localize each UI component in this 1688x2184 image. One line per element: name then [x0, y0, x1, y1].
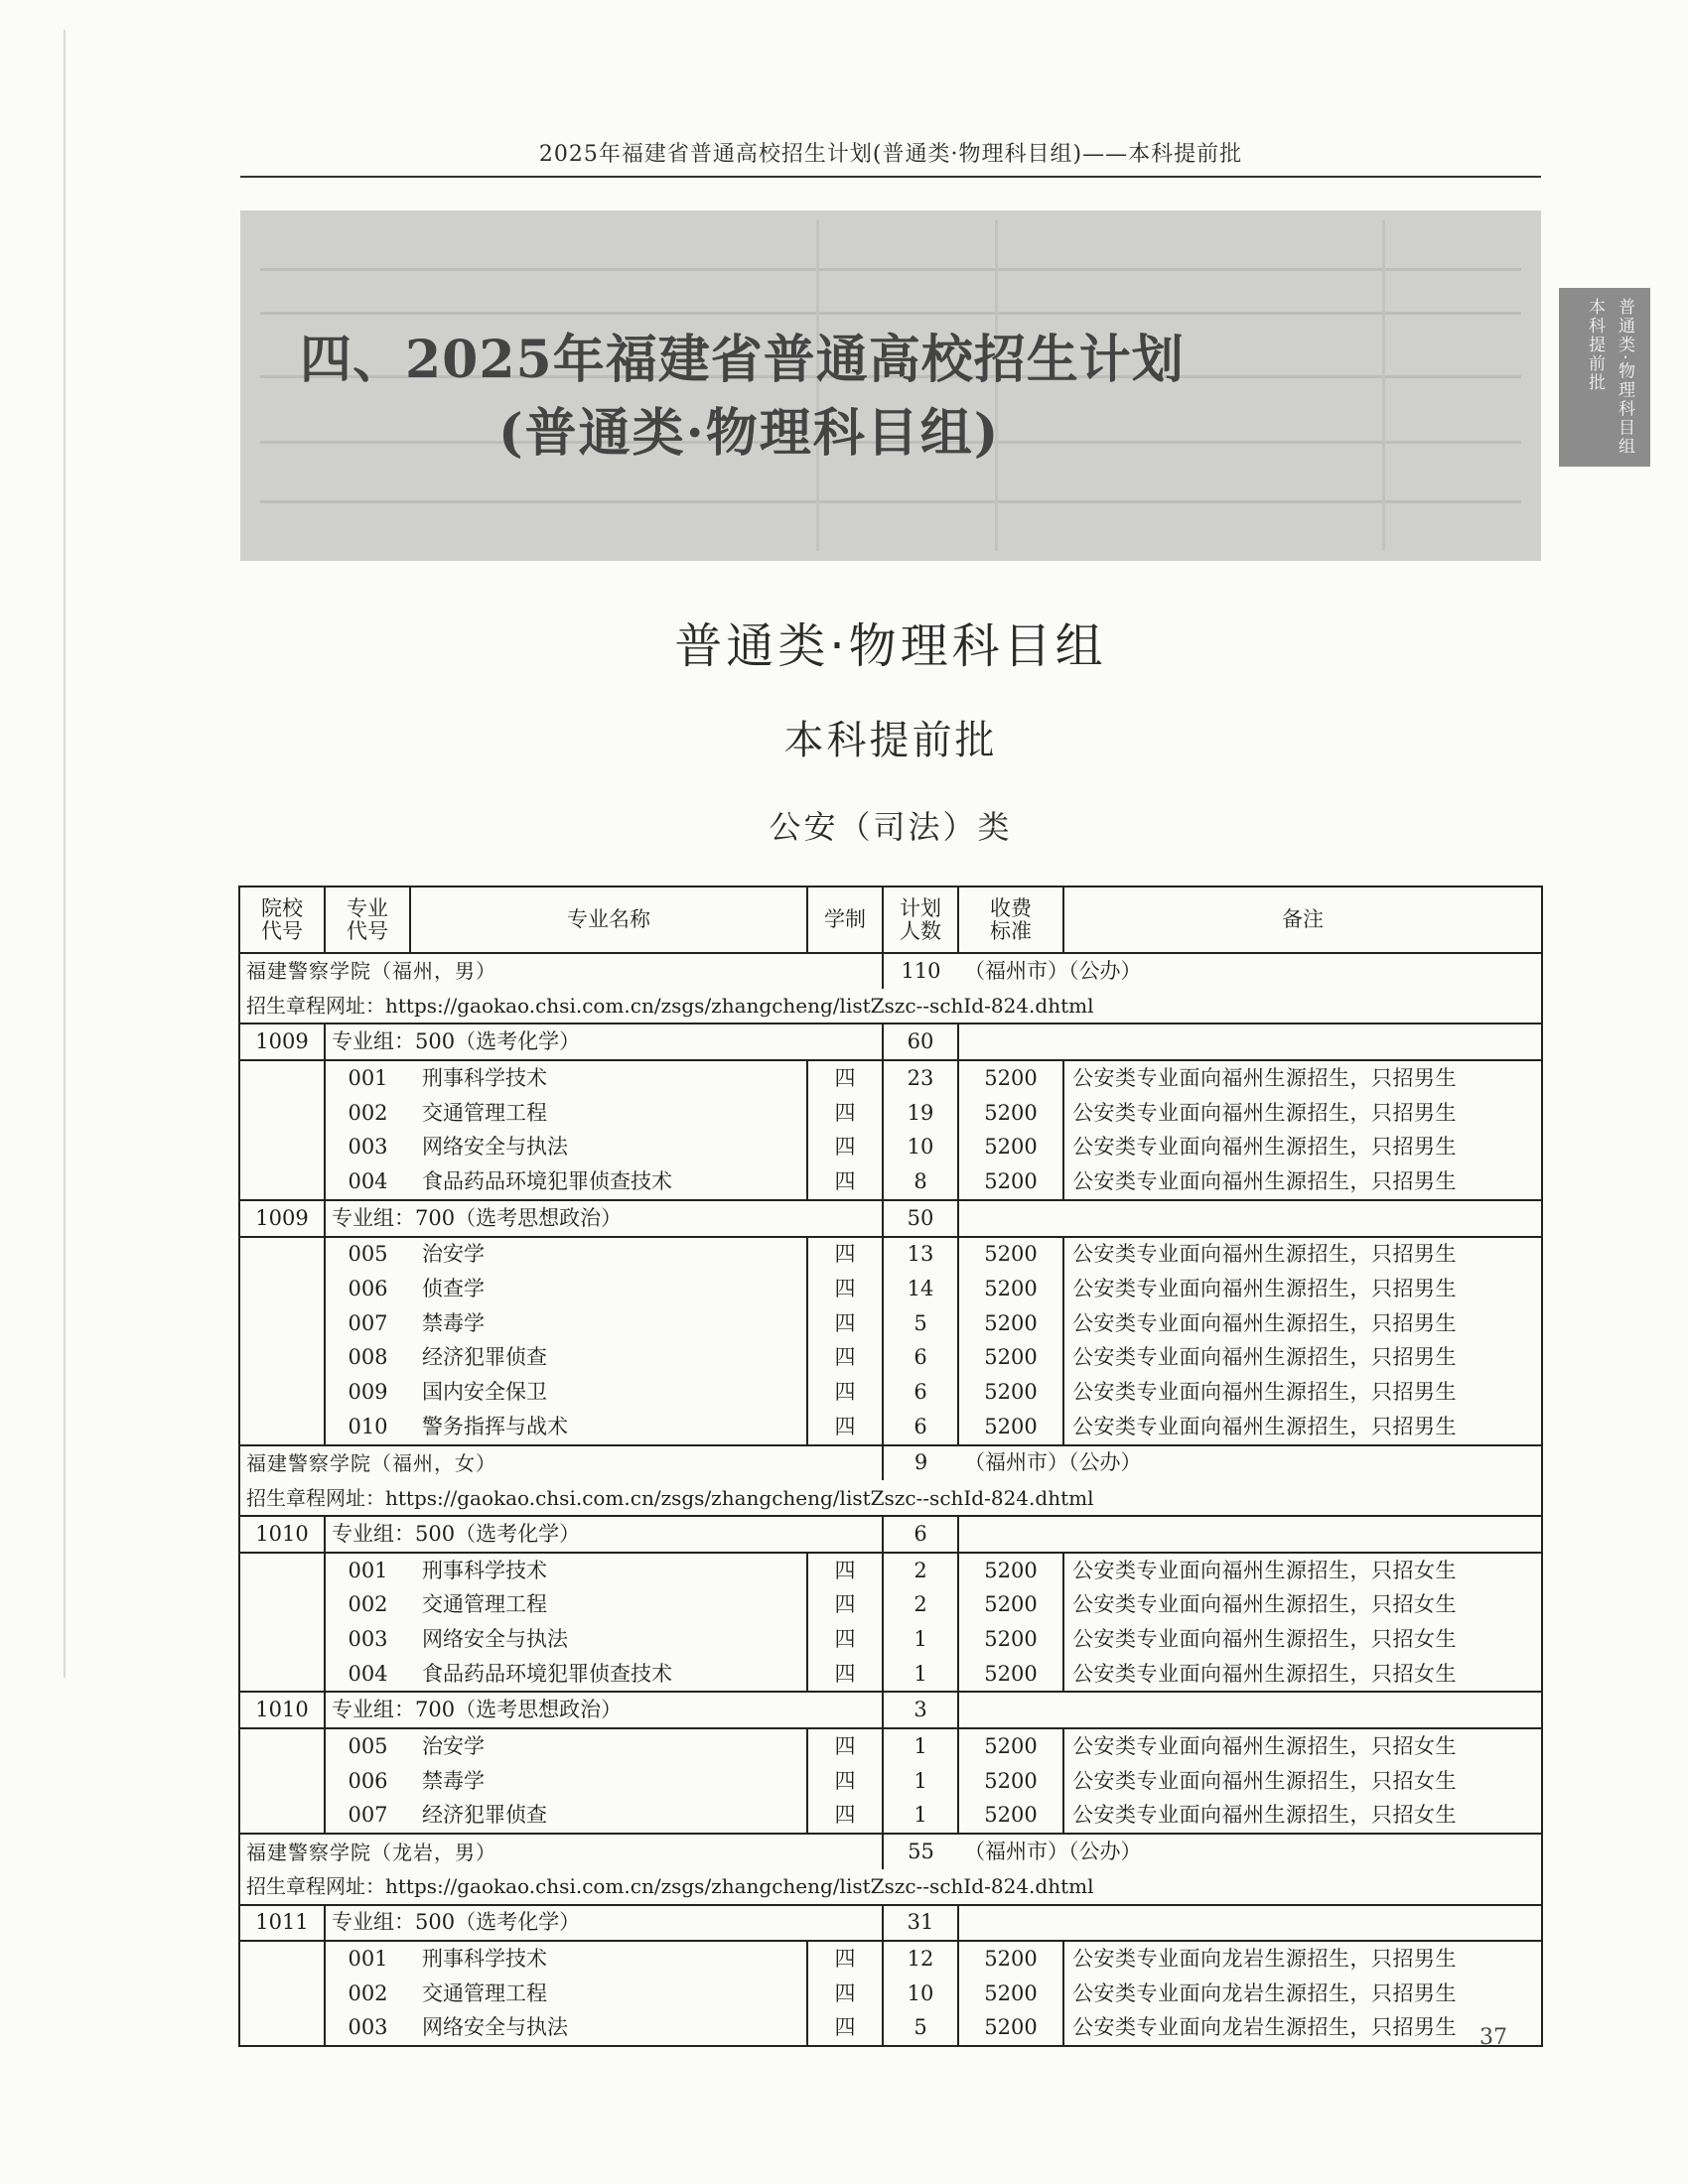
major-duration: 四	[807, 1657, 883, 1693]
side-tab-line2: 本科提前批	[1585, 298, 1605, 392]
major-plan-count: 1	[883, 1622, 958, 1657]
major-fee: 5200	[958, 1799, 1063, 1835]
admission-charter-url: 招生章程网址：https://gaokao.chsi.com.cn/zsgs/zhangcheng/listZszc--schId-824.dhtml	[239, 1869, 1542, 1905]
major-code: 008	[325, 1341, 410, 1376]
major-code: 006	[325, 1764, 410, 1799]
major-code: 002	[325, 1587, 410, 1622]
major-name: 食品药品环境犯罪侦查技术	[410, 1657, 807, 1693]
major-note: 公安类专业面向福州生源招生，只招女生	[1063, 1799, 1542, 1835]
banner-texture-line	[1382, 220, 1385, 551]
major-group-row	[239, 1200, 1542, 1237]
major-fee: 5200	[958, 1622, 1063, 1657]
institution-row	[239, 953, 1542, 989]
major-group-row	[239, 1692, 1542, 1728]
major-note: 公安类专业面向福州生源招生，只招男生	[1063, 1341, 1542, 1376]
institution-name: 福建警察学院（福州，男）	[239, 953, 883, 989]
major-duration: 四	[807, 1799, 883, 1835]
major-note: 公安类专业面向福州生源招生，只招女生	[1063, 1553, 1542, 1588]
major-name: 网络安全与执法	[410, 1622, 807, 1657]
major-row	[239, 1622, 1542, 1657]
group-blank	[958, 1024, 1542, 1060]
major-fee: 5200	[958, 1130, 1063, 1164]
major-note: 公安类专业面向福州生源招生，只招女生	[1063, 1764, 1542, 1799]
header-major-code: 专业代号	[325, 887, 410, 953]
major-school-code-blank	[239, 1272, 325, 1306]
major-note: 公安类专业面向福州生源招生，只招男生	[1063, 1096, 1542, 1131]
major-school-code-blank	[239, 1375, 325, 1410]
group-count: 60	[883, 1024, 958, 1060]
major-duration: 四	[807, 1375, 883, 1410]
side-tab	[1559, 288, 1650, 467]
major-fee: 5200	[958, 1977, 1063, 2011]
major-plan-count: 2	[883, 1553, 958, 1588]
group-label: 专业组：700（选考思想政治）	[325, 1692, 883, 1728]
major-note: 公安类专业面向福州生源招生，只招男生	[1063, 1237, 1542, 1273]
major-row	[239, 1977, 1542, 2011]
section-title: 普通类·物理科目组	[674, 618, 1107, 674]
major-plan-count: 23	[883, 1060, 958, 1096]
major-fee: 5200	[958, 1410, 1063, 1445]
major-note: 公安类专业面向福州生源招生，只招男生	[1063, 1060, 1542, 1096]
group-school-code: 1010	[239, 1516, 325, 1553]
major-plan-count: 1	[883, 1728, 958, 1764]
major-fee: 5200	[958, 1657, 1063, 1693]
group-blank	[958, 1692, 1542, 1728]
institution-url-row	[239, 1480, 1542, 1516]
institution-row	[239, 1445, 1542, 1481]
major-code: 005	[325, 1237, 410, 1273]
major-school-code-blank	[239, 1622, 325, 1657]
major-school-code-blank	[239, 1237, 325, 1273]
major-note: 公安类专业面向福州生源招生，只招男生	[1063, 1130, 1542, 1164]
institution-row	[239, 1834, 1542, 1869]
institution-location: （福州市）（公办）	[958, 1834, 1542, 1869]
institution-url-row	[239, 989, 1542, 1024]
major-duration: 四	[807, 1237, 883, 1273]
major-duration: 四	[807, 1410, 883, 1445]
major-school-code-blank	[239, 1096, 325, 1131]
major-plan-count: 1	[883, 1657, 958, 1693]
major-group-row	[239, 1024, 1542, 1060]
major-plan-count: 5	[883, 2011, 958, 2047]
major-fee: 5200	[958, 1096, 1063, 1131]
major-school-code-blank	[239, 1410, 325, 1445]
major-row	[239, 1341, 1542, 1376]
major-row	[239, 1728, 1542, 1764]
major-row	[239, 1096, 1542, 1131]
header-school-code: 院校代号	[239, 887, 325, 953]
major-fee: 5200	[958, 1941, 1063, 1977]
major-name: 交通管理工程	[410, 1587, 807, 1622]
major-note: 公安类专业面向福州生源招生，只招男生	[1063, 1164, 1542, 1200]
major-row	[239, 1410, 1542, 1445]
group-school-code: 1011	[239, 1905, 325, 1942]
group-school-code: 1010	[239, 1692, 325, 1728]
major-fee: 5200	[958, 1237, 1063, 1273]
major-note: 公安类专业面向龙岩生源招生，只招男生	[1063, 1941, 1542, 1977]
major-note: 公安类专业面向龙岩生源招生，只招男生	[1063, 1977, 1542, 2011]
major-note: 公安类专业面向福州生源招生，只招女生	[1063, 1587, 1542, 1622]
major-fee: 5200	[958, 1764, 1063, 1799]
major-fee: 5200	[958, 1553, 1063, 1588]
header-fee: 收费标准	[958, 887, 1063, 953]
table-body	[239, 953, 1542, 2046]
major-note: 公安类专业面向龙岩生源招生，只招男生	[1063, 2011, 1542, 2047]
group-count: 50	[883, 1200, 958, 1237]
major-code: 001	[325, 1553, 410, 1588]
banner-title: 四、2025年福建省普通高校招生计划	[300, 330, 1185, 390]
major-name: 侦查学	[410, 1272, 807, 1306]
major-code: 009	[325, 1375, 410, 1410]
group-blank	[958, 1200, 1542, 1237]
major-name: 经济犯罪侦查	[410, 1799, 807, 1835]
major-row	[239, 1164, 1542, 1200]
group-blank	[958, 1905, 1542, 1942]
banner-texture-line	[260, 312, 1521, 315]
major-fee: 5200	[958, 1060, 1063, 1096]
major-name: 刑事科学技术	[410, 1553, 807, 1588]
category-title: 公安（司法）类	[769, 808, 1013, 846]
major-fee: 5200	[958, 1728, 1063, 1764]
banner-texture-line	[260, 268, 1521, 271]
major-plan-count: 19	[883, 1096, 958, 1131]
institution-location: （福州市）（公办）	[958, 1445, 1542, 1481]
major-group-row	[239, 1516, 1542, 1553]
major-fee: 5200	[958, 1587, 1063, 1622]
group-label: 专业组：500（选考化学）	[325, 1516, 883, 1553]
major-row	[239, 1306, 1542, 1341]
major-name: 禁毒学	[410, 1306, 807, 1341]
banner-texture-line	[260, 500, 1521, 503]
major-duration: 四	[807, 1728, 883, 1764]
group-label: 专业组：700（选考思想政治）	[325, 1200, 883, 1237]
institution-total: 110	[883, 953, 958, 989]
group-count: 31	[883, 1905, 958, 1942]
major-row	[239, 1657, 1542, 1693]
major-fee: 5200	[958, 1375, 1063, 1410]
institution-name: 福建警察学院（福州，女）	[239, 1445, 883, 1481]
major-duration: 四	[807, 1306, 883, 1341]
header-major-name: 专业名称	[410, 887, 807, 953]
major-code: 002	[325, 1096, 410, 1131]
major-note: 公安类专业面向福州生源招生，只招男生	[1063, 1306, 1542, 1341]
major-duration: 四	[807, 1164, 883, 1200]
institution-total: 55	[883, 1834, 958, 1869]
group-count: 6	[883, 1516, 958, 1553]
major-school-code-blank	[239, 1764, 325, 1799]
major-code: 003	[325, 2011, 410, 2047]
major-name: 交通管理工程	[410, 1096, 807, 1131]
major-name: 刑事科学技术	[410, 1941, 807, 1977]
major-row	[239, 1130, 1542, 1164]
major-code: 002	[325, 1977, 410, 2011]
admission-charter-url: 招生章程网址：https://gaokao.chsi.com.cn/zsgs/zhangcheng/listZszc--schId-824.dhtml	[239, 1480, 1542, 1516]
major-fee: 5200	[958, 1306, 1063, 1341]
header-rule	[240, 176, 1541, 178]
major-group-row	[239, 1905, 1542, 1942]
admission-charter-url: 招生章程网址：https://gaokao.chsi.com.cn/zsgs/zhangcheng/listZszc--schId-824.dhtml	[239, 989, 1542, 1024]
major-code: 003	[325, 1622, 410, 1657]
major-school-code-blank	[239, 1977, 325, 2011]
major-row	[239, 1553, 1542, 1588]
major-note: 公安类专业面向福州生源招生，只招男生	[1063, 1410, 1542, 1445]
major-name: 国内安全保卫	[410, 1375, 807, 1410]
major-name: 网络安全与执法	[410, 2011, 807, 2047]
major-fee: 5200	[958, 1272, 1063, 1306]
major-duration: 四	[807, 1130, 883, 1164]
major-row	[239, 1060, 1542, 1096]
major-note: 公安类专业面向福州生源招生，只招女生	[1063, 1728, 1542, 1764]
major-school-code-blank	[239, 1587, 325, 1622]
major-duration: 四	[807, 1553, 883, 1588]
major-plan-count: 6	[883, 1410, 958, 1445]
major-school-code-blank	[239, 1060, 325, 1096]
major-fee: 5200	[958, 1164, 1063, 1200]
major-code: 006	[325, 1272, 410, 1306]
header-plan-count: 计划人数	[883, 887, 958, 953]
banner-subtitle: (普通类·物理科目组)	[498, 403, 1001, 464]
major-duration: 四	[807, 1341, 883, 1376]
header-note: 备注	[1063, 887, 1542, 953]
major-plan-count: 1	[883, 1799, 958, 1835]
major-code: 010	[325, 1410, 410, 1445]
major-plan-count: 2	[883, 1587, 958, 1622]
group-school-code: 1009	[239, 1200, 325, 1237]
major-school-code-blank	[239, 1164, 325, 1200]
institution-location: （福州市）（公办）	[958, 953, 1542, 989]
major-row	[239, 2011, 1542, 2047]
major-name: 网络安全与执法	[410, 1130, 807, 1164]
page-number: 37	[1479, 2025, 1507, 2050]
major-row	[239, 1375, 1542, 1410]
major-school-code-blank	[239, 1130, 325, 1164]
major-fee: 5200	[958, 2011, 1063, 2047]
major-school-code-blank	[239, 1306, 325, 1341]
major-note: 公安类专业面向福州生源招生，只招女生	[1063, 1622, 1542, 1657]
major-code: 005	[325, 1728, 410, 1764]
major-duration: 四	[807, 1096, 883, 1131]
major-row	[239, 1764, 1542, 1799]
major-school-code-blank	[239, 1553, 325, 1588]
major-plan-count: 14	[883, 1272, 958, 1306]
major-code: 004	[325, 1164, 410, 1200]
chapter-banner	[240, 210, 1541, 561]
major-row	[239, 1799, 1542, 1835]
major-plan-count: 10	[883, 1977, 958, 2011]
major-duration: 四	[807, 1272, 883, 1306]
institution-url-row	[239, 1869, 1542, 1905]
major-name: 警务指挥与战术	[410, 1410, 807, 1445]
enrollment-plan-table	[238, 886, 1543, 2047]
major-duration: 四	[807, 2011, 883, 2047]
side-tab-line1: 普通类·物理科目组	[1615, 298, 1634, 457]
major-code: 001	[325, 1060, 410, 1096]
major-code: 001	[325, 1941, 410, 1977]
major-plan-count: 12	[883, 1941, 958, 1977]
major-row	[239, 1941, 1542, 1977]
major-duration: 四	[807, 1941, 883, 1977]
major-plan-count: 5	[883, 1306, 958, 1341]
institution-total: 9	[883, 1445, 958, 1481]
major-school-code-blank	[239, 2011, 325, 2047]
major-fee: 5200	[958, 1341, 1063, 1376]
major-school-code-blank	[239, 1799, 325, 1835]
group-school-code: 1009	[239, 1024, 325, 1060]
major-plan-count: 1	[883, 1764, 958, 1799]
major-school-code-blank	[239, 1341, 325, 1376]
major-code: 007	[325, 1306, 410, 1341]
major-plan-count: 13	[883, 1237, 958, 1273]
major-school-code-blank	[239, 1941, 325, 1977]
major-plan-count: 6	[883, 1375, 958, 1410]
major-code: 003	[325, 1130, 410, 1164]
header-duration: 学制	[807, 887, 883, 953]
major-row	[239, 1272, 1542, 1306]
major-school-code-blank	[239, 1728, 325, 1764]
major-name: 交通管理工程	[410, 1977, 807, 2011]
major-plan-count: 6	[883, 1341, 958, 1376]
binding-edge-line	[64, 30, 66, 1678]
major-name: 禁毒学	[410, 1764, 807, 1799]
major-name: 治安学	[410, 1237, 807, 1273]
major-note: 公安类专业面向福州生源招生，只招男生	[1063, 1375, 1542, 1410]
group-label: 专业组：500（选考化学）	[325, 1024, 883, 1060]
major-note: 公安类专业面向福州生源招生，只招男生	[1063, 1272, 1542, 1306]
major-name: 经济犯罪侦查	[410, 1341, 807, 1376]
major-duration: 四	[807, 1977, 883, 2011]
major-note: 公安类专业面向福州生源招生，只招女生	[1063, 1657, 1542, 1693]
major-row	[239, 1587, 1542, 1622]
running-header: 2025年福建省普通高校招生计划(普通类·物理科目组)——本科提前批	[538, 142, 1243, 167]
group-blank	[958, 1516, 1542, 1553]
major-plan-count: 8	[883, 1164, 958, 1200]
major-duration: 四	[807, 1060, 883, 1096]
major-name: 治安学	[410, 1728, 807, 1764]
major-duration: 四	[807, 1587, 883, 1622]
major-name: 食品药品环境犯罪侦查技术	[410, 1164, 807, 1200]
batch-title: 本科提前批	[783, 718, 998, 763]
major-school-code-blank	[239, 1657, 325, 1693]
institution-name: 福建警察学院（龙岩，男）	[239, 1834, 883, 1869]
table-header-row	[239, 887, 1542, 953]
group-count: 3	[883, 1692, 958, 1728]
major-row	[239, 1237, 1542, 1273]
group-label: 专业组：500（选考化学）	[325, 1905, 883, 1942]
major-duration: 四	[807, 1622, 883, 1657]
major-code: 004	[325, 1657, 410, 1693]
major-name: 刑事科学技术	[410, 1060, 807, 1096]
major-plan-count: 10	[883, 1130, 958, 1164]
major-duration: 四	[807, 1764, 883, 1799]
major-code: 007	[325, 1799, 410, 1835]
